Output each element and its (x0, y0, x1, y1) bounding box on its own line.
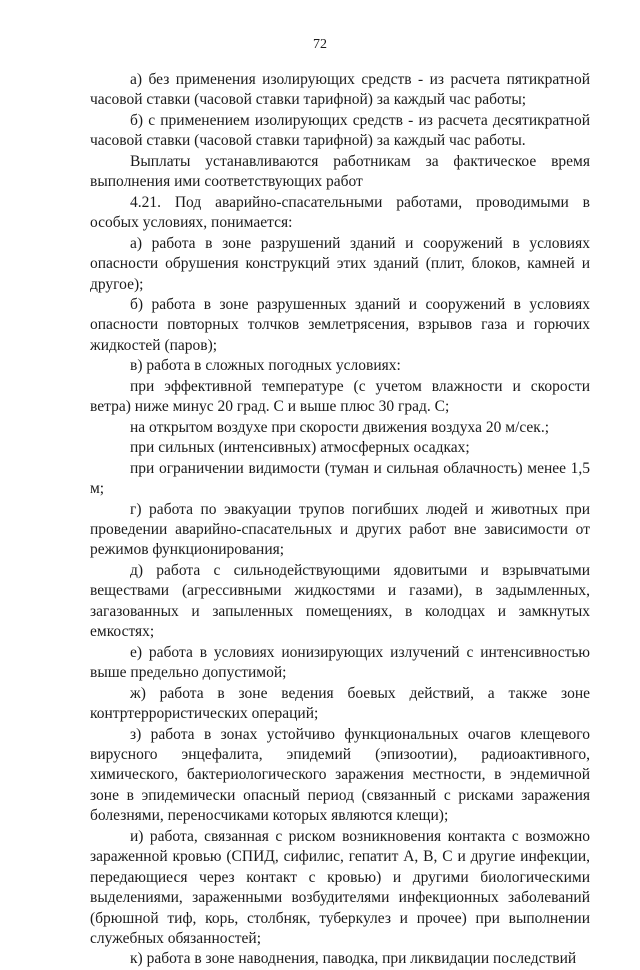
paragraph: з) работа в зонах устойчиво функциональных очагов клещевого вирусного энцефалита, эпидемий (эпизоотии), радиоактивного, химического, бактериологического заражения местности, в эндемичной зоне в эпидемически опасный период (связанный с рисками заражения болезнями, переносчиками которых являются клещи); (90, 725, 590, 825)
paragraph: а) работа в зоне разрушений зданий и сооружений в условиях опасности обрушения конструкций этих зданий (плит, блоков, камней и другое); (90, 234, 590, 293)
paragraph: при ограничении видимости (туман и сильная облачность) менее 1,5 м; (90, 459, 590, 498)
paragraph: в) работа в сложных погодных условиях: (130, 357, 401, 375)
paragraph: к) работа в зоне наводнения, паводка, при ликвидации последствий (130, 950, 577, 968)
paragraph: при сильных (интенсивных) атмосферных осадках; (130, 439, 470, 457)
paragraph: г) работа по эвакуации трупов погибших людей и животных при проведении аварийно-спасательных и других работ вне зависимости от режимов функционирования; (90, 500, 590, 559)
paragraph: Выплаты устанавливаются работникам за фактическое время выполнения ими соответствующих работ (90, 152, 590, 191)
paragraph: и) работа, связанная с риском возникновения контакта с возможно зараженной кровью (СПИД, сифилис, гепатит А, В, С и другие инфекции, передающиеся через контакт с кровью) и другими биологическими выделениями, зараженными возбудителями инфекционных заболеваний (брюшной тиф, корь, столбняк, туберкулез и прочее) при выполнении служебных обязанностей; (90, 827, 590, 948)
paragraph: на открытом воздухе при скорости движения воздуха 20 м/сек.; (130, 418, 549, 436)
page-number: 72 (313, 37, 327, 52)
document-body (90, 70, 590, 970)
paragraph: ж) работа в зоне ведения боевых действий, а также зоне контртеррористических операций; (90, 684, 590, 723)
paragraph: б) с применением изолирующих средств - из расчета десятикратной часовой ставки (часовой ставки тарифной) за каждый час работы. (90, 111, 590, 150)
paragraph: е) работа в условиях ионизирующих излучений с интенсивностью выше предельно допустимой; (90, 643, 590, 682)
paragraph: б) работа в зоне разрушенных зданий и сооружений в условиях опасности повторных толчков землетрясения, взрывов газа и горючих жидкостей (паров); (90, 295, 590, 354)
paragraph: 4.21. Под аварийно-спасательными работами, проводимыми в особых условиях, понимается: (90, 193, 590, 232)
paragraph: а) без применения изолирующих средств - из расчета пятикратной часовой ставки (часовой ставки тарифной) за каждый час работы; (90, 71, 590, 109)
paragraph: при эффективной температуре (с учетом влажности и скорости ветра) ниже минус 20 град. С и выше плюс 30 град. С; (90, 377, 590, 416)
paragraph: д) работа с сильнодействующими ядовитыми и взрывчатыми веществами (агрессивными жидкостями и газами), в задымленных, загазованных и запыленных помещениях, в колодцах и замкнутых емкостях; (90, 561, 590, 641)
